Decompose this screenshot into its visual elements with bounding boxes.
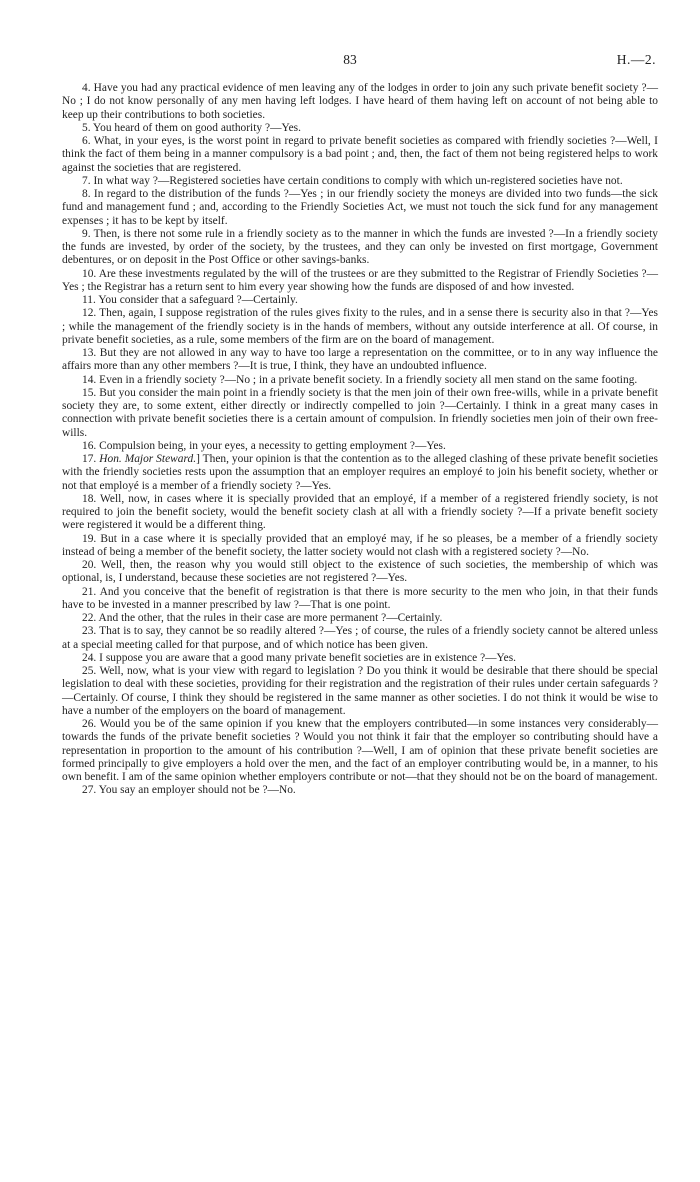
- paragraph-q11: 11. You consider that a safeguard ?—Certainly.: [82, 294, 298, 306]
- paragraph-q10: 10. Are these investments regulated by the will of the trustees or are they submitted to the Registrar of Friendly Societies ?—Yes ; the Registrar has a return sent to him every year showing how the funds are disposed of and how invested.: [62, 267, 658, 293]
- speaker-bracket: ]: [196, 453, 200, 465]
- body-text: [62, 82, 658, 798]
- paragraph-q21: 21. And you conceive that the benefit of registration is that there is more security to the men who join, in that their funds have to be invested in a manner prescribed by law ?—That is one point.: [62, 585, 658, 611]
- paragraph-q24: 24. I suppose you are aware that a good many private benefit societies are in existence ?—Yes.: [82, 651, 517, 664]
- paragraph-q14: 14. Even in a friendly society ?—No ; in a private benefit society. In a friendly society all men stand on the same footing.: [82, 373, 638, 386]
- speaker-name: Hon. Major Steward.: [99, 453, 197, 465]
- paragraph-q22: 22. And the other, that the rules in their case are more permanent ?—Certainly.: [82, 612, 443, 624]
- paragraph-q9: 9. Then, is there not some rule in a friendly society as to the manner in which the funds are invested ?—In a friendly society the funds are invested, by order of the society, by the trustees, and they can only be invested on first mortgage, Government debentures, or on deposit in the Post Office or other savings-banks.: [62, 227, 658, 267]
- paragraph-q19: 19. But in a case where it is specially provided that an employé may, if he so pleases, be a member of a friendly society instead of being a member of the benefit society, the latter society would not clash with a registered society ?—No.: [62, 532, 658, 558]
- paragraph-q5: 5. You heard of them on good authority ?—Yes.: [82, 121, 301, 134]
- paragraph-q15: 15. But you consider the main point in a friendly society is that the men join of their own free-wills, while in a private benefit society they are, to some extent, either directly or indirectly compelled to join ?—Certainly. I think in a great many cases in connection with private benefit societies there is a certain amount of compulsion. In friendly societies men join of their own free-wills.: [62, 386, 658, 439]
- paragraph-q18: 18. Well, now, in cases where it is specially provided that an employé, if a member of a registered friendly society, is not required to join the benefit society, would the benefit society clash at all with a friendly society ?—If a private benefit society were registered it would be a different thing.: [62, 492, 658, 532]
- paragraph-q17-text: Then, your opinion is that the contention as to the alleged clashing of these private benefit societies with the friendly societies rests upon the assumption that an employer requires an employé to join his benefit society, whether or not that employé is a member of a friendly society ?—Yes.: [62, 453, 659, 492]
- paragraph-q8: 8. In regard to the distribution of the funds ?—Yes ; in our friendly society the moneys are divided into two funds—the sick fund and management fund ; and, according to the Friendly Societies Act, we must not touch the sick fund for any management expenses ; it has to be kept by itself.: [62, 188, 658, 227]
- paragraph-q20: 20. Well, then, the reason why you would still object to the existence of such societies, the membership of which was optional, is, I understand, because these societies are not registered ?—Yes.: [62, 559, 658, 585]
- question-number: 17.: [82, 453, 97, 465]
- document-reference: H.—2.: [616, 52, 656, 67]
- page-number: 83: [343, 52, 357, 67]
- paragraph-q25: 25. Well, now, what is your view with regard to legislation ? Do you think it would be desirable that there should be special legislation to deal with these societies, providing for their registration and the registration of their rules under certain safeguards ?—Certainly. Of course, I think they should be registered in the same manner as other societies. I do not think it would be wise to have a number of the employers on the board of management.: [62, 665, 658, 717]
- paragraph-q26: 26. Would you be of the same opinion if you knew that the employers contributed—in some instances very considerably—towards the funds of the private benefit societies ? Would you not think it fair that the employer so contributing should have a representation in proportion to the amount of his contribution ?—Well, I am of opinion that these private benefit societies are formed principally to give employers a hold over the men, and the fact of an employer contributing would be, in a manner, to his own benefit. I am of the same opinion whether employers contribute or not—that they should not be on the board of management.: [62, 718, 658, 783]
- paragraph-q17: [62, 453, 658, 493]
- paragraph-q4: 4. Have you had any practical evidence of men leaving any of the lodges in order to join any such private benefit society ?—No ; I do not know personally of any men having left lodges. I have heard of them having left on account of not being able to keep up their contributions to both societies.: [62, 82, 658, 121]
- paragraph-q27: 27. You say an employer should not be ?—No.: [82, 784, 296, 797]
- paragraph-q6: 6. What, in your eyes, is the worst point in regard to private benefit societies as compared with friendly societies ?—Well, I think the fact of them being in a manner compulsory is a bad point ; and, then, the fact of them not being registered helps to work against the societies that are registered.: [62, 135, 658, 174]
- paragraph-q12: 12. Then, again, I suppose registration of the rules gives fixity to the rules, and in a sense there is security also in that ?—Yes ; while the management of the friendly society is in the hands of members, without any outside interference at all. Of course, in private benefit societies, as a rule, some members of the firm are on the board of management.: [62, 307, 658, 346]
- paragraph-q13: 13. But they are not allowed in any way to have too large a representation on the committee, or to in any way influence the affairs more than any other members ?—It is true, I think, they have an undoubted influence.: [62, 347, 658, 373]
- paragraph-q16: 16. Compulsion being, in your eyes, a necessity to getting employment ?—Yes.: [82, 439, 446, 452]
- paragraph-q7: 7. In what way ?—Registered societies have certain conditions to comply with which un-registered societies have not.: [82, 174, 623, 187]
- paragraph-q23: 23. That is to say, they cannot be so readily altered ?—Yes ; of course, the rules of a friendly society cannot be altered unless at a special meeting called for that purpose, and of which notice has been given.: [62, 625, 658, 651]
